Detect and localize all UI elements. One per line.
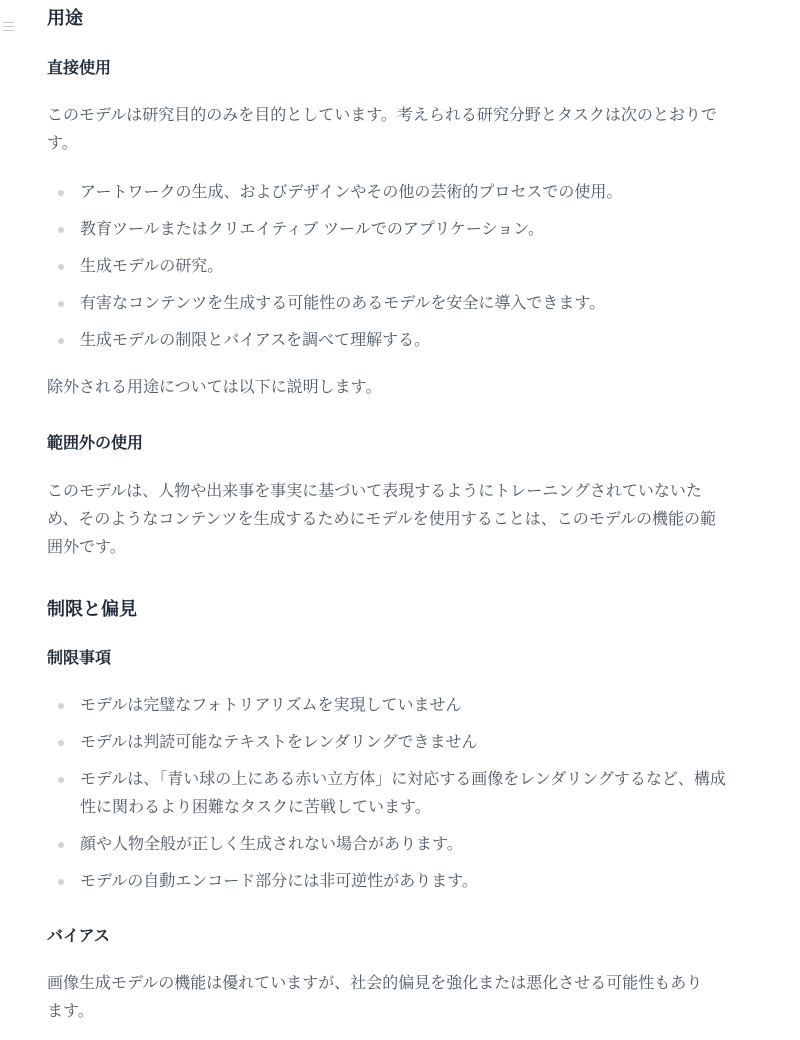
bullet-icon xyxy=(58,338,64,344)
bullet-icon xyxy=(58,879,64,885)
list-item: アートワークの生成、およびデザインやその他の芸術的プロセスでの使用。 xyxy=(47,178,727,206)
section-heading-limitations-bias: 制限と偏見 xyxy=(47,599,137,620)
subheading-out-of-scope: 範囲外の使用 xyxy=(47,433,144,452)
bullet-icon xyxy=(58,301,64,307)
subheading-limitations: 制限事項 xyxy=(47,648,112,667)
bullet-icon xyxy=(58,190,64,196)
bias-text: 画像生成モデルの機能は優れていますが、社会的偏見を強化または悪化させる可能性もあります。 xyxy=(47,973,703,1020)
out-of-scope-text: このモデルは、人物や出来事を事実に基づいて表現するようにトレーニングされていないため、そのようなコンテンツを生成するためにモデルを使用することは、このモデルの機能の範囲外です。 xyxy=(47,481,716,556)
bullet-icon xyxy=(58,740,64,746)
limitations-list xyxy=(47,691,727,904)
hamburger-menu-icon[interactable] xyxy=(3,22,14,31)
direct-use-outro: 除外される用途については以下に説明します。 xyxy=(47,377,382,396)
bullet-icon xyxy=(58,777,64,783)
direct-use-intro: このモデルは研究目的のみを目的としています。考えられる研究分野とタスクは次のとおりです。 xyxy=(47,105,717,152)
subheading-direct-use: 直接使用 xyxy=(47,58,112,77)
section-heading-usage: 用途 xyxy=(47,8,83,29)
direct-use-list xyxy=(47,178,727,363)
bullet-icon xyxy=(58,842,64,848)
list-item: 有害なコンテンツを生成する可能性のあるモデルを安全に導入できます。 xyxy=(47,289,727,317)
subheading-bias: バイアス xyxy=(47,926,110,945)
bullet-icon xyxy=(58,227,64,233)
list-item: 生成モデルの制限とバイアスを調べて理解する。 xyxy=(47,326,727,354)
bullet-icon xyxy=(58,264,64,270)
list-item: 教育ツールまたはクリエイティブ ツールでのアプリケーション。 xyxy=(47,215,727,243)
bullet-icon xyxy=(58,703,64,709)
list-item: モデルは判読可能なテキストをレンダリングできません xyxy=(47,728,727,756)
list-item: モデルの自動エンコード部分には非可逆性があります。 xyxy=(47,867,727,895)
list-item: モデルは完璧なフォトリアリズムを実現していません xyxy=(47,691,727,719)
list-item: 生成モデルの研究。 xyxy=(47,252,727,280)
list-item: モデルは、「青い球の上にある赤い立方体」に対応する画像をレンダリングするなど、構成性に関わるより困難なタスクに苦戦しています。 xyxy=(47,765,727,821)
list-item: 顔や人物全般が正しく生成されない場合があります。 xyxy=(47,830,727,858)
